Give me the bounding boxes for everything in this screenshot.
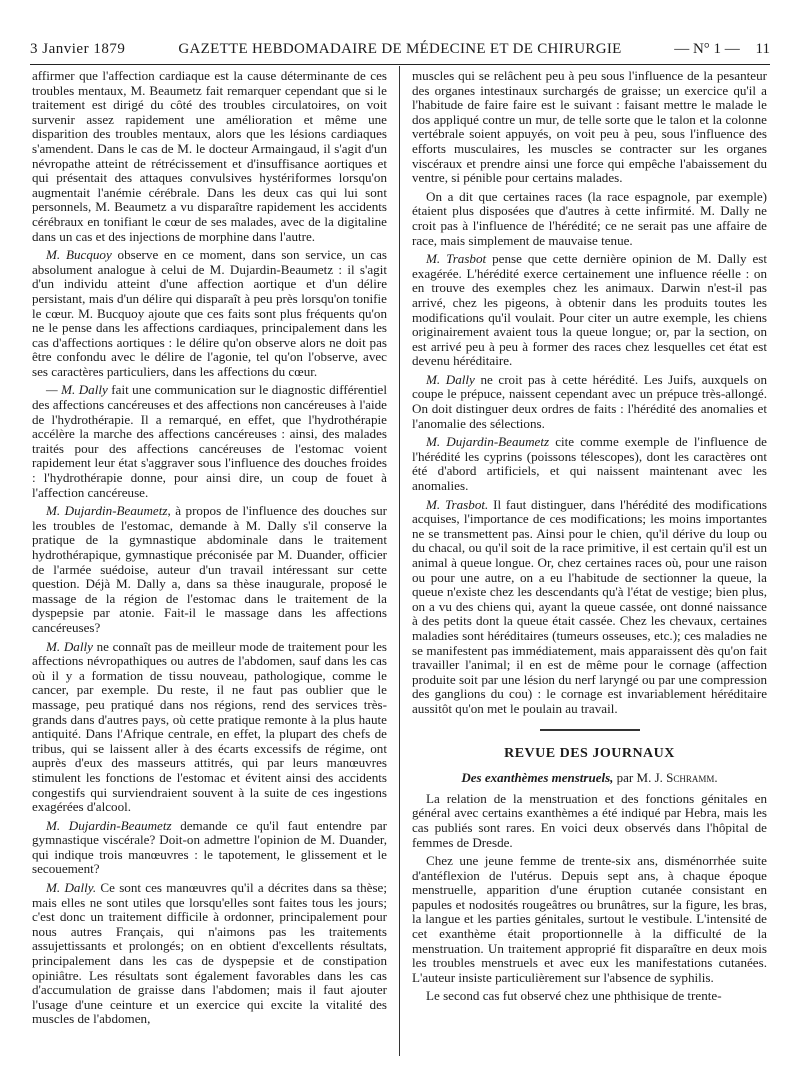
left-paragraph-2 (32, 248, 387, 379)
header-date: 3 Janvier 1879 (30, 41, 126, 57)
speaker-name: — M. Dally (46, 382, 108, 398)
left-paragraph-3 (32, 383, 387, 500)
speaker-name: M. Bucquoy (46, 247, 112, 263)
article-subheading (412, 771, 767, 786)
left-paragraph-4 (32, 504, 387, 635)
speaker-name: M. Dally (46, 638, 93, 654)
paragraph-text: cite comme exemple de l'influence de l'hérédité les cyprins (poissons télescopes), dont les caractères ont été d'abord artificiels, et qui naissent maintenant avec les anomalies. (412, 434, 767, 494)
paragraph-text: pense que cette dernière opinion de M. Dally est exagérée. L'hérédité exerce certainement une influence réelle : on en trouve des exemples chez les animaux. Darwin n'est-il pas arrivé, chez les pigeons, à obtenir dans les produits toutes les modifications qu'il voulait. Pour citer un autre exemple, les chiens originairement avaient tous la queue longue; or, par la section, on est arrivé peu à peu à former des races chez lesquelles cet état est devenu héréditaire. (412, 251, 767, 369)
section-separator (540, 729, 640, 731)
left-paragraph-1: affirmer que l'affection cardiaque est la cause déterminante de ces troubles mentaux, M. Beaumetz fait remarquer cependant que si le traitement est dirigé du côté des troubles circulatoires, on voit survenir assez rapidement une amélioration et même une disparition des troubles mentaux, alors que les lésions cardiaques s'amendent. Dans le cas de M. le docteur Armaingaud, il s'agit d'un névropathe atteint de rétrécissement et d'insuffisance aortiques et qui présentait des attaques convulsives hystériformes lorsqu'on augmentait l'anémie cérébrale. Dans les deux cas qui lui sont personnels, M. Beaumetz a vu disparaître rapidement les accidents cérébraux en tonifiant le cœur de ses malades, avec de la digitaline dans un cas et des injections de morphine dans l'autre. (32, 68, 387, 244)
column-divider (399, 66, 400, 1056)
paragraph-text: , à propos de l'influence des douches sur les troubles de l'estomac, demande à M. Dally s'il conserve la pratique de la gymnastique abdominale dans le traitement hydrothérapique, gymnastique préconisée par M. Duander, officier de l'armée suédoise, auteur d'un travail intéressant sur cette question. Déjà M. Dally a, dans sa thèse inaugurale, proposé le massage de la région de l'estomac dans le traitement de la dyspepsie par atonie. Fait-il le massage dans les affections cancéreuses? (32, 503, 388, 635)
header-page-number: 11 (755, 41, 770, 57)
right-paragraph-8: Chez une jeune femme de trente-six ans, disménorrhée suite d'antéflexion de l'utérus. Depuis sept ans, à chaque époque menstruelle, apparition d'une éruption cutanée consistant en papules et nodosités rougeâtres ou brunâtres, sur la figure, les bras, la langue et les parties génitales, surtout le vestibule. L'intensité de cet exanthème était proportionnelle à la difficulté de la menstruation. Un traitement approprié fit disparaître en deux mois les troubles menstruels et avec eux les manifestations cutanées. L'auteur insiste particulièrement sur l'absence de syphilis. (412, 853, 767, 985)
left-paragraph-6 (32, 819, 387, 877)
right-paragraph-2: On a dit que certaines races (la race espagnole, par exemple) étaient plus disposées que d'autres à cette infirmité. M. Dally ne croit pas à l'influence de l'hérédité; ce ne serait pas une affaire de race, mais simplement de mauvaise tenue. (412, 188, 767, 248)
paragraph-text: Il faut distinguer, dans l'hérédité des modifications acquises, l'importance de ces modifications; les moins importantes ne se transmettent pas. Ainsi pour le chien, qu'il dérive du loup ou du chacal, ou qu'il soit de la race primitive, il est certain qu'il est un animal à queue longue. Or, chez certaines races où, pour une raison ou pour une autre, on a eu l'habitude de sectionner la queue, la queue n'existe chez les descendants qu'à l'état de vestige; bien plus, on a vu des chiens qui, ayant la queue cassée, ont donné naissance à des petits dont la queue était cassée. Chez les chevaux, certaines maladies sont héréditaires (tumeurs osseuses, etc.); ces maladies ne se manifestent pas immédiatement, mais apparaissent dès qu'on fait travailler l'animal; il en est de même pour le cornage (affection produite soit par une lésion du nerf laryngé ou par une compression des ganglions du cou) : le cornage est invariablement héréditaire aussitôt qu'on met le poulain au travail. (412, 496, 767, 716)
paragraph-text: ne croit pas à cette hérédité. Les Juifs, auxquels on coupe le prépuce, naissent cependant avec un prépuce très-allongé. On doit distinguer deux ordres de faits : l'hérédité des anomalies et l'anomalie des sélections. (412, 371, 767, 431)
right-paragraph-5 (412, 435, 767, 493)
right-column (412, 69, 767, 1008)
speaker-name: M. Trasbot (426, 251, 487, 267)
header-issue-page (662, 41, 770, 58)
header-rule (30, 64, 770, 65)
article-title: Des exanthèmes menstruels, (461, 770, 614, 786)
speaker-name: M. Dally (426, 371, 475, 387)
right-paragraph-6 (412, 498, 767, 717)
left-paragraph-7 (32, 881, 387, 1027)
speaker-name: M. Trasbot. (426, 496, 489, 512)
running-header (30, 35, 770, 65)
article-author: Schramm. (666, 770, 718, 786)
right-paragraph-9: Le second cas fut observé chez une phthisique de trente- (426, 988, 722, 1004)
speaker-name: M. Dujardin-Beaumetz (426, 434, 550, 450)
paragraph-text: Ce sont ces manœuvres qu'il a décrites dans sa thèse; mais elles ne sont utiles que lorsqu'elles sont faites tous les jours; c'est donc un traitement difficile à ordonner, principalement pour nous autres Français, qui n'aimons pas les traitements assujettissants et prolongés; on en obtient d'excellents résultats, principalement dans les cas de dyspepsie et de constipation opiniâtre. Les résultats sont également favorables dans les cas d'accumulation de graisse dans l'abdomen; mais il faut ajouter l'usage d'une ceinture et un exercice qui excite la vitalité des muscles de l'abdomen, (32, 880, 387, 1027)
left-paragraph-5 (32, 640, 387, 815)
paragraph-text: ne connaît pas de meilleur mode de traitement pour les affections névropathiques ou autres de l'abdomen, sauf dans les cas où il y a formation de tissu nouveau, pathologique, comme le cancer, par exemple. Du reste, il ne faut pas oublier que le massage, peu pratiqué dans nos régions, rend des services très-grands dans d'autres pays, où cette pratique remonte à la plus haute antiquité. Dans l'Afrique centrale, en effet, la plupart des chefs de tribus, qui se laissent aller à des écarts excessifs de régime, ont auprès d'eux des masseurs attitrés, qui par leurs manœuvres stimulent les fonctions de l'estomac et évitent ainsi des accidents congestifs qui surviendraient souvent à la suite de ces ingestions exagérées d'alcool. (32, 638, 387, 815)
right-paragraph-7: La relation de la menstruation et des fonctions génitales en général avec certains exanthèmes a été indiqué par Hebra, mais les cas publiés sont rares. En voici deux observés dans l'hôpital de femmes de Dresde. (412, 790, 767, 850)
paragraph-text: fait une communication sur le diagnostic différentiel des affections cancéreuses et des affections non cancéreuses à l'aide de l'hydrothérapie. Il a remarqué, en effet, que l'hydrothérapie accélère la marche des affections cancéreuses : ainsi, des malades traités pour des affections cancéreuses de l'estomac voient rapidement leur état s'aggraver sous l'influence des douches froides : l'hydrothérapie donne, pour ainsi dire, un coup de fouet à l'affection cancéreuse. (32, 382, 387, 500)
header-issue: — N° 1 — (674, 41, 740, 57)
right-paragraph-3 (412, 252, 767, 369)
paragraph-text: observe en ce moment, dans son service, un cas absolument analogue à celui de M. Dujardin-Beaumetz : il s'agit d'un individu atteint d'une affection aortique et d'un délire persistant, mais d'un délire qui disparaît à peu près lorsqu'on tonifie le cœur. M. Bucquoy ajoute que ces faits sont plus fréquents qu'on ne le pense dans les affections cardiaques, principalement dans les cas d'affections aortiques : le délire qu'on observe alors ne doit pas être confondu avec le délire de l'agonie, tel qu'on l'observe, avec ses caractères particuliers, dans les affections du cœur. (32, 247, 388, 379)
speaker-name: M. Dujardin-Beaumetz (46, 503, 168, 519)
paragraph-text: demande ce qu'il faut entendre par gymnastique viscérale? Doit-on admettre l'opinion de M. Duander, qui indique trois manœuvres : le tapotement, le glissement et le secouement? (32, 817, 388, 877)
article-byline: par M. J. (613, 770, 667, 786)
right-paragraph-1: muscles qui se relâchent peu à peu sous l'influence de la pesanteur des organes intestinaux surchargés de graisse; un exercice qu'il a l'habitude de faire faire est le suivant : faisant mettre le malade le dos appliqué contre un mur, de telle sorte que le talon et la colonne vertébrale soient appuyés, on voit peu à peu, sous l'influence des efforts musculaires, les muscles se contracter sur les organes viscéraux et prendre ainsi une force qui empêche l'abaissement du ventre, si pénible pour certains malades. (412, 68, 767, 186)
left-column (32, 69, 387, 1031)
header-title: GAZETTE HEBDOMADAIRE DE MÉDECINE ET DE CHIRURGIE (178, 41, 622, 57)
right-paragraph-4 (412, 373, 767, 431)
section-title: REVUE DES JOURNAUX (504, 745, 675, 761)
speaker-name: M. Dujardin-Beaumetz (46, 817, 172, 833)
speaker-name: M. Dally. (46, 880, 97, 896)
